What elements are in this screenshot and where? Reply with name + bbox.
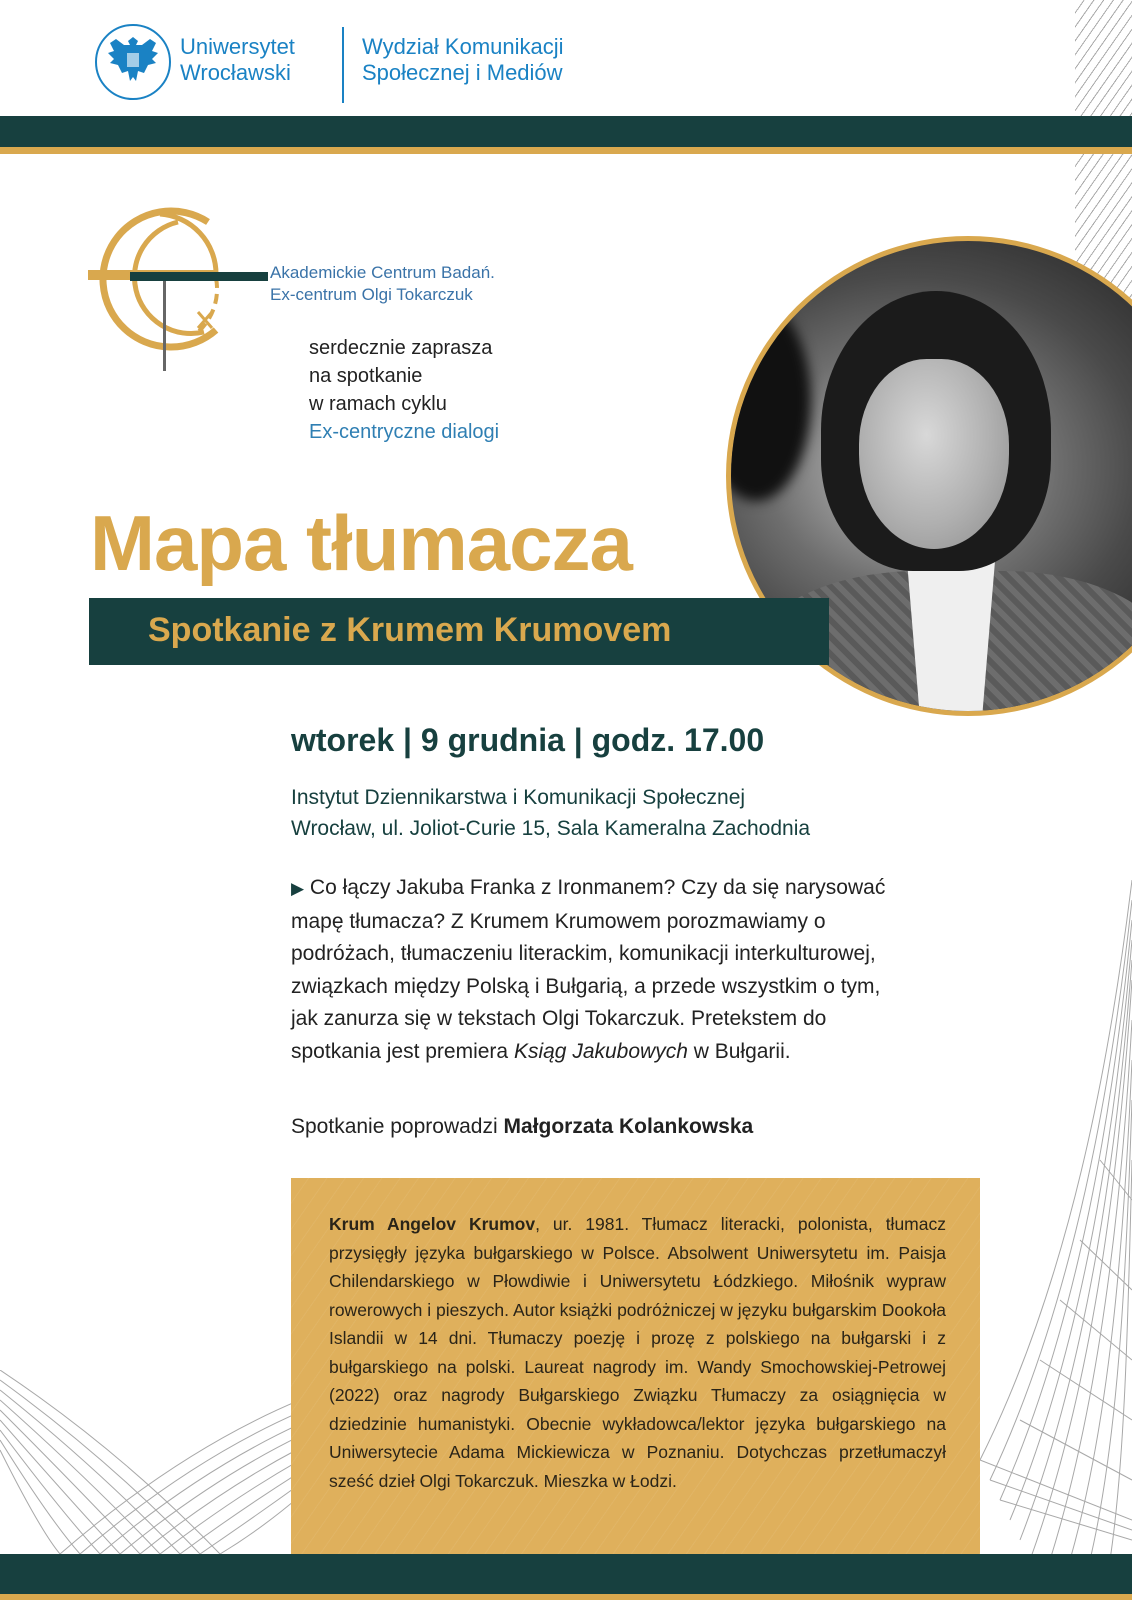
university-name-line1: Uniwersytet (180, 34, 295, 59)
portrait-face (859, 359, 1009, 549)
bottom-band (0, 1554, 1132, 1594)
event-subtitle: Spotkanie z Krumem Krumovem (148, 611, 672, 649)
header-divider (342, 27, 344, 103)
university-eagle-logo-icon (94, 23, 172, 101)
top-band-gold-stripe (0, 147, 1132, 154)
invitation-line2: na spotkanie (309, 365, 423, 387)
location-line1: Instytut Dziennikarstwa i Komunikacji Społecznej (291, 786, 746, 809)
university-name-line2: Wrocławski (180, 60, 291, 85)
research-center-name-line2: Ex-centrum Olgi Tokarczuk (270, 285, 473, 304)
host-label: Spotkanie poprowadzi (291, 1115, 504, 1138)
portrait-background-shadow (726, 301, 811, 501)
host-name: Małgorzata Kolankowska (503, 1115, 754, 1138)
event-description (291, 872, 891, 1068)
host-line (291, 1112, 753, 1142)
decorative-mesh-right (960, 860, 1132, 1560)
invitation-text (309, 334, 499, 446)
faculty-name-line1: Wydział Komunikacji (362, 34, 564, 59)
research-center-name (270, 262, 495, 306)
description-text-end: w Bułgarii. (687, 1039, 791, 1063)
ex-centrum-logo-icon (88, 204, 268, 374)
top-band (0, 116, 1132, 147)
bottom-band-gold-stripe (0, 1594, 1132, 1600)
decorative-mesh-left (0, 1370, 300, 1554)
faculty-name-line2: Społecznej i Mediów (362, 60, 563, 85)
faculty-name (362, 34, 564, 86)
play-triangle-icon: ▶ (291, 879, 305, 898)
bio-text: , ur. 1981. Tłumacz literacki, polonista, tłumacz przysięgły języka bułgarskiego w Polsce. Absolwent Uniwersytetu im. Paisja Chilendarskiego w Płowdiwie i Uniwersytetu Łódzkiego. Miłośnik wypraw rowerowych i pieszych. Autor książki podróżniczej w języku bułgarskim Dookoła Islandii w 14 dni. Tłumaczy poezję i prozę z polskiego na bułgarski i z bułgarskiego na polski. Laureat nagrody im. Wandy Smochowskiej-Petrowej (2022) oraz nagrody Bułgarskiego Związku Tłumaczy za osiągnięcia w dziedzinie humanistyki. Obecnie wykładowca/lektor języka bułgarskiego na Uniwersytecie Adama Mickiewicza w Poznaniu. Dotychczas przetłumaczył sześć dzieł Olgi Tokarczuk. Mieszka w Łodzi. (329, 1214, 946, 1491)
series-name: Ex-centryczne dialogi (309, 421, 500, 443)
book-title: Ksiąg Jakubowych (513, 1039, 688, 1063)
university-name (180, 34, 295, 86)
invitation-line1: serdecznie zaprasza (309, 337, 493, 359)
description-text: Co łączy Jakuba Franka z Ironmanem? Czy da się narysować mapę tłumacza? Z Krumem Krumowem porozmawiamy o podróżach, tłumaczeniu literackim, komunikacji interkulturowej, związkach między Polską i Bułgarią, a przede wszystkim o tym, jak zanurza się w tekstach Olgi Tokarczuk. Pretekstem do spotkania jest premiera (291, 876, 886, 1063)
bio-name: Krum Angelov Krumov (329, 1214, 536, 1234)
speaker-bio (329, 1210, 946, 1495)
invitation-line3: w ramach cyklu (309, 393, 447, 415)
research-center-name-line1: Akademickie Centrum Badań. (270, 263, 495, 282)
location-line2: Wrocław, ul. Joliot-Curie 15, Sala Kameralna Zachodnia (291, 817, 811, 840)
event-date-time: wtorek | 9 grudnia | godz. 17.00 (291, 722, 765, 758)
event-title: Mapa tłumacza (90, 499, 632, 587)
event-location (291, 782, 810, 844)
